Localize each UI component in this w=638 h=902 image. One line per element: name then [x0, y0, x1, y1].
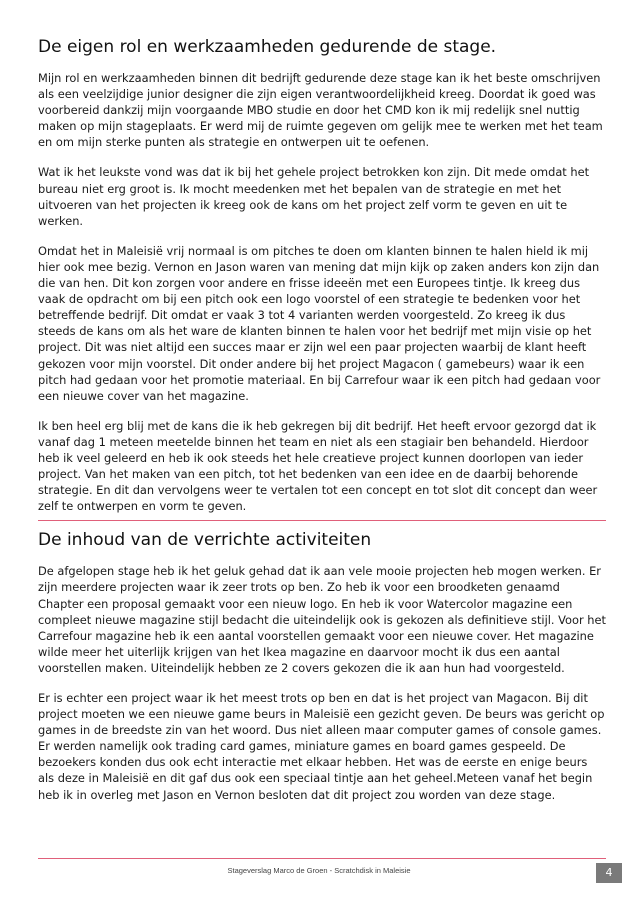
section-activities: [38, 529, 606, 802]
footer-text: Stageverslag Marco de Groen - Scratchdisk in Maleisie: [227, 866, 411, 875]
paragraph: Mijn rol en werkzaamheden binnen dit bedrijft gedurende deze stage kan ik het beste omschrijven als een veelzijdige junior designer die zijn eigen verantwoordelijkheid kreeg. Doordat ik goed was voorbereid dankzij mijn voorgaande MBO studie en door het CMD kon ik mij redelijk snel nuttig maken op mijn stageplaats. Er werd mij de ruimte gegeven om gelijk mee te werken met het team en om mijn sterke punten als strategie en ontwerpen uit te oefenen.: [38, 71, 603, 150]
footer-rule: [38, 858, 606, 859]
paragraph: Omdat het in Maleisië vrij normaal is om pitches te doen om klanten binnen te halen hield ik mij hier ook mee bezig. Vernon en Jason waren van mening dat mijn kijk op zaken anders kon zijn dan die van hen. Dit kon zorgen voor andere en frisse ideeën met een Europees tintje. Ik kreeg dus vaak de opdracht om bij een pitch ook een logo voorstel of een strategie te bedenken voor het betreffende bedrijf. Dit omdat er vaak 3 tot 4 varianten werden voorgesteld. Zo kreeg ik dus steeds de kans om als het ware de klanten binnen te halen voor het bedrijf met mijn visie op het project. Dit was niet altijd een succes maar er zijn wel een paar projecten waarbij de klant heeft gekozen voor mijn voorstel. Dit onder andere bij het project Magacon ( gamebeurs) waar ik een pitch had gedaan voor het promotie materiaal. En bij Carrefour waar ik een pitch had gedaan voor een nieuwe cover van het magazine.: [38, 243, 601, 403]
section-heading: De eigen rol en werkzaamheden gedurende de stage.: [38, 37, 497, 57]
paragraph: Ik ben heel erg blij met de kans die ik heb gekregen bij dit bedrijf. Het heeft ervoor gezorgd dat ik vanaf dag 1 meteen meetelde binnen het team en niet als een stagiair ben behandeld. Hierdoor heb ik veel geleerd en heb ik ook steeds het hele creatieve project kunnen doorlopen van ieder project. Van het maken van een pitch, tot het bedenken van een idee en de daarbij behorende strategie. En dit dan vervolgens weer te vertalen tot een concept en tot slot dit concept dan weer zelf te ontwerpen en vorm te geven.: [38, 418, 598, 514]
section-divider: [38, 520, 606, 521]
paragraph: De afgelopen stage heb ik het geluk gehad dat ik aan vele mooie projecten heb mogen werken. Er zijn meerdere projecten waar ik zeer trots op ben. Zo heb ik voor een broodketen genaamd Chapter een proposal gemaakt voor een nieuw logo. En heb ik voor Watercolor magazine een compleet nieuwe magazine stijl bedacht die uiteindelijk ook is gekozen als definitieve stijl. Voor het Carrefour magazine heb ik een aantal voorstellen gemaakt voor een nieuwe cover. Het magazine wilde meer het uiterlijk krijgen van het Ikea magazine en daarvoor mocht ik dus een aantal voorstellen maken. Uiteindelijk hebben ze 2 covers gekozen die ik aan hun had voorgesteld.: [38, 564, 606, 675]
section-heading: De inhoud van de verrichte activiteiten: [38, 530, 372, 551]
page-number-badge: 4: [596, 863, 622, 883]
section-own-role: [38, 36, 606, 514]
paragraph: Er is echter een project waar ik het meest trots op ben en dat is het project van Magacon. Bij dit project moeten we een nieuwe game beurs in Maleisië een gezicht geven. De beurs was gericht op games in de breedste zin van het woord. Dus niet alleen maar computer games of console games. Er werden namelijk ook trading card games, miniature games en board games gespeeld. De bezoekers konden dus ook echt interactie met elkaar hebben. Het was de eerste en enige beurs als deze in Maleisië en dit gaf dus ook een speciaal tintje aan het geheel.Meteen vanaf het begin heb ik in overleg met Jason en Vernon besloten dat dit project zou worden van deze stage.: [38, 691, 605, 802]
document-page: [38, 36, 606, 817]
paragraph: Wat ik het leukste vond was dat ik bij het gehele project betrokken kon zijn. Dit mede omdat het bureau niet erg groot is. Ik mocht meedenken met het bepalen van de strategie en met het uitvoeren van het projecten ik kreeg ook de kans om het project zelf vorm te geven en uit te werken.: [38, 165, 590, 228]
